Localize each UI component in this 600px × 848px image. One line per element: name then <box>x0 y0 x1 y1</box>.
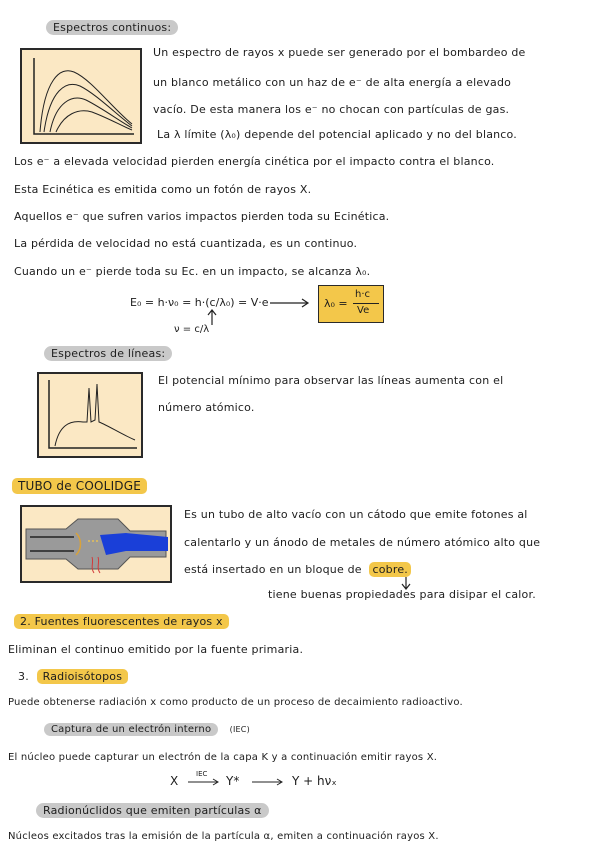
text-body-line-4: La pérdida de velocidad no está cuantizada, es un continuo. <box>14 237 358 250</box>
reaction-product: Y + hνₓ <box>292 774 337 788</box>
text-coolidge-line-3a: está insertado en un bloque de <box>184 563 362 576</box>
heading-tubo-coolidge: TUBO de COOLIDGE <box>12 478 147 494</box>
figure-line-spectrum <box>37 372 143 458</box>
text-coolidge-line-3 <box>184 563 411 576</box>
heading-captura-label: Captura de un electrón interno <box>44 723 218 736</box>
arrow-right-icon <box>186 777 222 787</box>
heading-espectros-lineas: Espectros de líneas: <box>44 346 172 361</box>
formula-result-denominator: Ve <box>357 305 370 316</box>
heading-radioisotopos-number: 3. <box>18 670 29 683</box>
text-intro-line-3: vacío. De esta manera los e⁻ no chocan con partículas de gas. <box>153 103 510 116</box>
text-intro-line-4: La λ límite (λ₀) depende del potencial aplicado y no del blanco. <box>157 128 517 141</box>
figure-coolidge-tube <box>20 505 172 583</box>
text-radio-line-1: Puede obtenerse radiación x como producto de un proceso de decaimiento radioactivo. <box>8 697 463 708</box>
heading-fuentes-fluorescentes: 2. Fuentes fluorescentes de rayos x <box>14 614 229 629</box>
text-body-line-3: Aquellos e⁻ que sufren varios impactos pierden toda su Ecinética. <box>14 210 390 223</box>
arrow-right-icon <box>250 777 286 787</box>
formula-note: ν = c/λ <box>174 324 210 335</box>
heading-radionuclidos-alfa: Radionúclidos que emiten partículas α <box>36 803 269 818</box>
text-body-line-2: Esta Ecinética es emitida como un fotón de rayos X. <box>14 183 312 196</box>
text-lineas-line-1: El potencial mínimo para observar las líneas aumenta con el <box>158 374 504 387</box>
figure-continuous-spectrum <box>20 48 142 144</box>
text-captura-line-1: El núcleo puede capturar un electrón de la capa K y a continuación emitir rayos X. <box>8 752 438 763</box>
heading-captura <box>44 724 250 735</box>
text-body-line-1: Los e⁻ a elevada velocidad pierden energía cinética por el impacto contra el blanco. <box>14 155 495 168</box>
reaction-arrow-label: IEC <box>196 770 208 778</box>
heading-radioisotopos <box>18 670 128 683</box>
text-coolidge-line-1: Es un tubo de alto vacío con un cátodo que emite fotones al <box>184 508 528 521</box>
text-lineas-line-2: número atómico. <box>158 401 255 414</box>
arrow-right-icon <box>268 296 312 310</box>
formula-result-left: λ₀ = <box>324 297 348 310</box>
heading-espectros-continuos: Espectros continuos: <box>46 20 178 35</box>
formula-result-box <box>318 285 384 323</box>
text-intro-line-1: Un espectro de rayos x puede ser generado por el bombardeo de <box>153 46 526 59</box>
text-coolidge-line-4: tiene buenas propiedades para disipar el calor. <box>268 588 536 601</box>
heading-captura-tag: (IEC) <box>229 725 250 734</box>
text-alfa-line-1: Núcleos excitados tras la emisión de la partícula α, emiten a continuación rayos X. <box>8 831 439 842</box>
formula-result-numerator: h·c <box>355 289 371 300</box>
text-coolidge-line-2: calentarlo y un ánodo de metales de número atómico alto que <box>184 536 541 549</box>
text-fluor-line-1: Eliminan el continuo emitido por la fuente primaria. <box>8 643 304 656</box>
highlight-cobre: cobre. <box>369 562 411 577</box>
text-intro-line-2: un blanco metálico con un haz de e⁻ de alta energía a elevado <box>153 76 512 89</box>
text-body-line-5: Cuando un e⁻ pierde toda su Ec. en un impacto, se alcanza λ₀. <box>14 265 371 278</box>
reaction-intermediate: Y* <box>226 774 240 788</box>
formula-energy: E₀ = h·ν₀ = h·(c/λ₀) = V·e <box>130 296 269 309</box>
reaction-reactant: X <box>170 774 179 788</box>
heading-radioisotopos-label: Radioisótopos <box>37 669 129 684</box>
